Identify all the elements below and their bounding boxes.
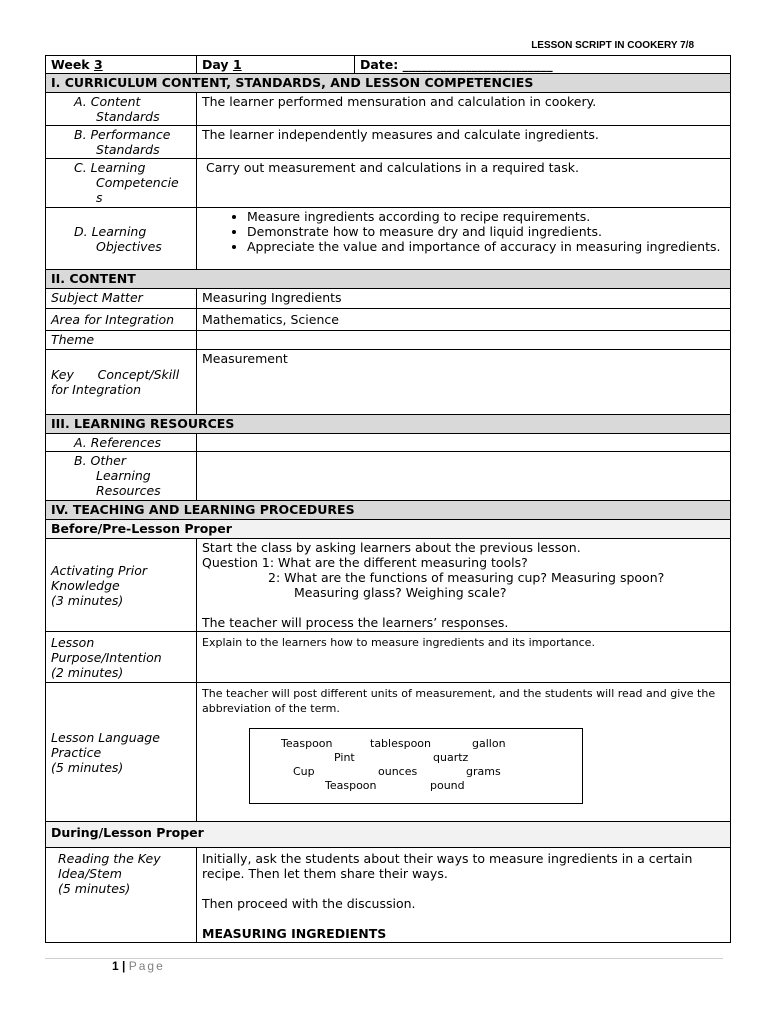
week-cell: Week 3 (46, 56, 197, 74)
page-word: Page (128, 959, 165, 973)
reading-key-label: Reading the Key Idea/Stem (5 minutes) (46, 848, 197, 943)
section-3-title: III. LEARNING RESOURCES (46, 415, 731, 434)
page-footer: 1 | Page (112, 959, 165, 973)
objective-item: • Appreciate the value and importance of accuracy in measuring ingredients. (247, 239, 725, 254)
date-cell: Date: ________________________ (355, 56, 731, 74)
purpose-text: Explain to the learners how to measure ingredients and its importance. (197, 632, 731, 683)
unit-word: Teaspoon (325, 779, 377, 792)
learning-objectives-label: D. Learning Objectives (46, 208, 197, 270)
prior-knowledge-text: Start the class by asking learners about the previous lesson. Question 1: What are the different measuring tools? 2: What are the functions of measuring cup? Measuring spoon? Measuring glass? Weighing scale? The teacher will process the learners’ responses. (197, 539, 731, 632)
lesson-table (45, 55, 731, 943)
date-line: ________________________ (402, 57, 553, 72)
performance-standards-text: The learner independently measures and calculate ingredients. (197, 126, 731, 159)
units-box (249, 728, 583, 804)
key-concept-text: Measurement (197, 350, 731, 415)
subject-matter-text: Measuring Ingredients (197, 289, 731, 309)
references-text (197, 434, 731, 452)
page-number: 1 (112, 959, 119, 973)
unit-word: grams (466, 765, 501, 778)
before-lesson-title: Before/Pre-Lesson Proper (46, 520, 731, 539)
content-standards-label: A. Content Standards (46, 93, 197, 126)
objective-item: • Measure ingredients according to recipe requirements. (247, 209, 725, 224)
language-practice-text: The teacher will post different units of measurement, and the students will read and give the abbreviation of the term. (202, 687, 716, 715)
document-header: LESSON SCRIPT IN COOKERY 7/8 (531, 40, 694, 51)
integration-text: Mathematics, Science (197, 309, 731, 331)
unit-word: quartz (433, 751, 469, 764)
objective-item: • Demonstrate how to measure dry and liquid ingredients. (247, 224, 725, 239)
content-standards-text: The learner performed mensuration and calculation in cookery. (197, 93, 731, 126)
references-label: A. References (46, 434, 197, 452)
unit-word: ounces (378, 765, 418, 778)
subject-matter-label: Subject Matter (46, 289, 197, 309)
language-practice-label: Lesson Language Practice (5 minutes) (46, 683, 197, 822)
learning-objectives-cell (197, 208, 731, 270)
unit-word: gallon (472, 737, 506, 750)
during-lesson-title: During/Lesson Proper (46, 822, 731, 848)
theme-label: Theme (46, 331, 197, 350)
top-row (46, 56, 731, 74)
unit-word: pound (430, 779, 465, 792)
learning-competencies-label: C. Learning Competencie s (46, 159, 197, 208)
objectives-list (202, 209, 725, 254)
section-1-title: I. CURRICULUM CONTENT, STANDARDS, AND LESSON COMPETENCIES (46, 74, 731, 93)
purpose-label: Lesson Purpose/Intention (2 minutes) (46, 632, 197, 683)
unit-word: Pint (334, 751, 355, 764)
unit-word: Teaspoon (281, 737, 333, 750)
key-concept-label: Key Concept/Skill for Integration (46, 350, 197, 415)
prior-knowledge-label: Activating Prior Knowledge (3 minutes) (46, 539, 197, 632)
learning-competencies-text: Carry out measurement and calculations in a required task. (197, 159, 731, 208)
day-cell: Day 1 (197, 56, 355, 74)
language-practice-cell (197, 683, 731, 822)
integration-label: Area for Integration (46, 309, 197, 331)
day-value: 1 (232, 57, 242, 72)
section-4-title: IV. TEACHING AND LEARNING PROCEDURES (46, 501, 731, 520)
performance-standards-label: B. Performance Standards (46, 126, 197, 159)
week-value: 3 (93, 57, 103, 72)
other-resources-label: B. Other Learning Resources (46, 452, 197, 501)
measuring-heading: MEASURING INGREDIENTS (202, 926, 387, 941)
section-2-title: II. CONTENT (46, 270, 731, 289)
reading-key-text: Initially, ask the students about their ways to measure ingredients in a certain recipe. Then let them share their ways. Then proceed with the discussion. MEASURING INGREDIENTS (197, 848, 731, 943)
unit-word: Cup (293, 765, 315, 778)
unit-word: tablespoon (370, 737, 432, 750)
other-resources-text (197, 452, 731, 501)
theme-text (197, 331, 731, 350)
